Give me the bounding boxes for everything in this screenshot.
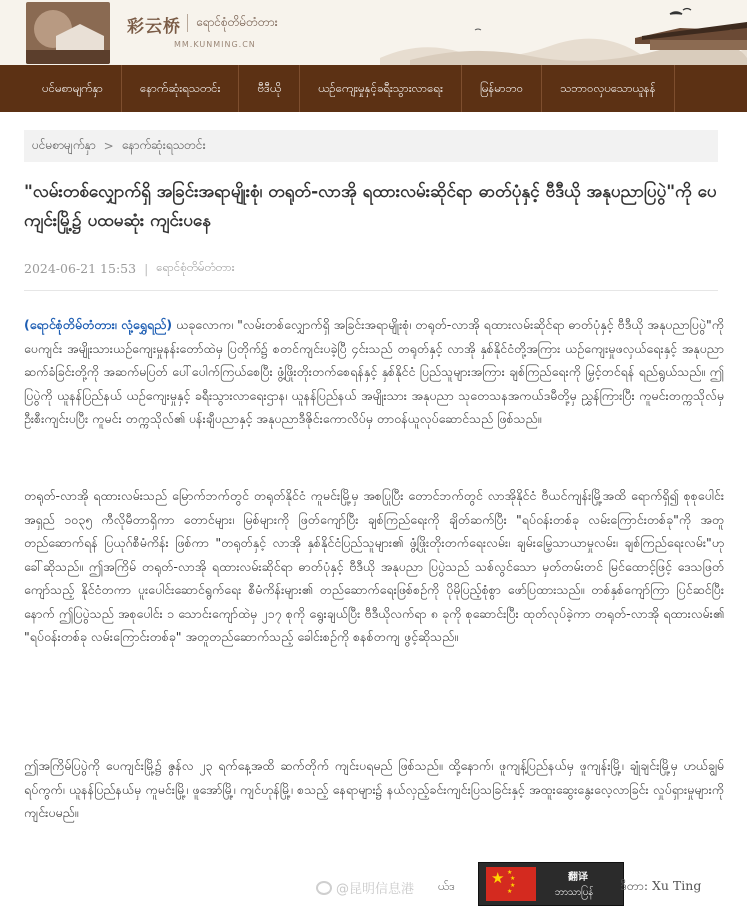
header-landscape-art: [380, 0, 747, 65]
article-paragraph-1: [24, 313, 724, 431]
nav-item-myanmar-life[interactable]: မြန်မာဘဝ: [462, 65, 542, 112]
article-editor: ဒီတာ: Xu Ting: [620, 878, 702, 893]
footer-obscured-text: ယ်ဒ: [438, 879, 456, 893]
site-header: [0, 0, 747, 65]
site-name: 彩云桥: [127, 17, 181, 37]
site-url: MM.KUNMING.CN: [174, 40, 256, 49]
breadcrumb-current-link[interactable]: နောက်ဆုံးရသတင်း: [121, 138, 206, 152]
article-paragraph-3: ဤအကြိမ်ပြပွဲကို ပေကျင်းမြို့၌ ဇွန်လ ၂၃ ရက်နေ့အထိ ဆက်တိုက် ကျင်းပရမည် ဖြစ်သည်။ ထို့နောက်၊ ဖူကျန့်ပြည်နယ်မှ ဖူကျန်းမြို့၊ ချုံချင်းမြို့မှ ဟယ်ချွမ်ရပ်ကွက်၊ ယူနန်ပြည်နယ်မှ ကူမင်းမြို့၊ ဖူအော်မြို့၊ ကျင်ဟုန်မြို့၊ စသည့် နေရာများ၌ နယ်လှည့်ခင်းကျင်းပြသခြင်းနှင့် အထူးဆွေးနွေးလေ့လာခြင်း လှုပ်ရှားမှုများကို ကျင်းပမည်။: [24, 758, 724, 820]
main-nav: [0, 65, 747, 112]
nav-item-home[interactable]: ပင်မစာမျက်နှာ: [0, 65, 122, 112]
translate-language: ဘာသာပြန်: [555, 887, 594, 898]
article-date: 2024-06-21 15:53: [24, 261, 137, 276]
site-logo[interactable]: [26, 2, 110, 64]
site-tagline: ရောင်စုံတိမ်တံတား: [196, 15, 278, 29]
paragraph-1-text: ယခုလောက၊ "လမ်းတစ်လျှောက်ရှိ အခြင်းအရာမျိုးစုံ၊ တရုတ်-လာအို ရထားလမ်းဆိုင်ရာ ဓာတ်ပုံနှင့် ဗီဒီယို အနုပညာပြပွဲ"ကို ပေကျင်း အမျိုးသားယဉ်ကျေးမှုနန်းတော်ထဲမှ ပြတိုက်၌ စတင်ကျင်းပခဲ့ပြီ ၄င်းသည် တရုတ်နှင့် လာအို နှစ်နိုင်ငံတို့အကြား ယဉ်ကျေးမှုဖလှယ်ရေးနှင့် အနုပညာ ဆက်ခံခြင်းတို့ကို အဆက်မပြတ် ပေါ်ပေါက်ကြယ်စေပြီး ဖွံ့ဖြိုးတိုးတက်စေရန်နှင့် နှစ်နိုင်ငံ ပြည်သူများအကြား ချစ်ကြည်ရေးကို မြှင့်တင်ရန် ရည်ရွယ်သည်။ ဤပြပွဲကို ယူနန်ပြည်နယ် ယဉ်ကျေးမှုနှင့် ခရီးသွားလာရေးဌာန၊ ယူနန်ပြည်နယ် အမျိုးသား အနုပညာ သုတေသနအကယ်ဒမီတို့မှ ညွှန်ကြားပြီး ကူမင်းတက္ကသိုလ်မှ ဦးစီးကျင်းပပြီး ကူမင်း တက္ကသိုလ်၏ ပန်းချီပညာနှင့် အနုပညာဒီဇိုင်းကောလိပ်မှ တာဝန်ယူလုပ်ဆောင်သည် ဖြစ်သည်။: [24, 317, 725, 426]
article-footer: [0, 862, 747, 906]
weibo-watermark: [316, 878, 414, 897]
breadcrumb-home-link[interactable]: ပင်မစာမျက်နှာ: [32, 138, 96, 152]
nav-item-video[interactable]: ဗီဒီယို: [239, 65, 300, 112]
translate-title: 翻译: [568, 872, 588, 883]
china-flag-icon: ★ ★ ★ ★ ★: [486, 867, 536, 901]
article-meta: [24, 260, 235, 277]
article-source: ရောင်စုံတိမ်တံတား: [156, 260, 235, 274]
nav-item-culture-travel[interactable]: ယဉ်ကျေးမှုနှင့်ခရီးသွားလာရေး: [300, 65, 462, 112]
weibo-icon: [316, 881, 332, 895]
watermark-text: @昆明信息港: [336, 882, 415, 897]
meta-divider: [24, 290, 718, 291]
article-paragraph-2: တရုတ်-လာအို ရထားလမ်းသည် မြောက်ဘက်တွင် တရုတ်နိုင်ငံ ကူမင်းမြို့မှ အစပြုပြီး တောင်ဘက်တွင် လာအိုနိုင်ငံ ဗီယင်ကျန်းမြို့အထိ ရောက်ရှိ၍ စုစုပေါင်း အရှည် ၁၀၃၅ ကီလိုမီတာရှိကာ တောင်များ၊ မြစ်များကို ဖြတ်ကျော်ပြီး ချစ်ကြည်ရေးကို ချိတ်ဆက်ပြီး "ရပ်ဝန်းတစ်ခု လမ်းကြောင်းတစ်ခု"ကို အတူတည်ဆောက်ရန် ပြယုဂ်စီမံကိန်း ဖြစ်ကာ "တရုတ်နှင့် လာအို နှစ်နိုင်ငံပြည်သူများ၏ ဖွံ့ဖြိုးတိုးတက်ရေးလမ်း၊ ချမ်းမြေ့သာယာမှုလမ်း၊ ချစ်ကြည်ရေးလမ်း"ဟု ခေါ်ဆိုသည်။ ဤအကြိမ် တရုတ်-လာအို ရထားလမ်းဆိုင်ရာ ဓာတ်ပုံနှင့် ဗီဒီယို အနုပညာ ပြပွဲသည် သစ်လွင်သော မှတ်တမ်းတင် မြင်ထောင့်ဖြင့် ဒေသဖြတ်ကျော်သည့် နိုင်ငံတကာ ပူးပေါင်းဆောင်ရွက်ရေး စီမံကိန်းများ၏ တည်ဆောက်ရေးဖြစ်စဉ်ကို ပိုမိုပြည့်စုံစွာ ဖော်ပြထားသည်။ တစ်နှစ်ကျော်ကြာ ပြင်ဆင်ပြီးနောက် ဤပြပွဲသည် အစုပေါင်း ၁ သောင်းကျော်ထဲမှ ၂၁၇ စုကို ရွေးချယ်ပြီး ဗီဒီယိုလက်ရာ ၈ ခုကို စုဆောင်းပြီး ထုတ်လုပ်ခဲ့ကာ တရုတ်-လာအို ရထားလမ်း၏ "ရပ်ဝန်းတစ်ခု လမ်းကြောင်းတစ်ခု" အတူတည်ဆောက်သည့် ခေါင်းစဉ်ကို စနစ်တကျ ဖွင့်ဆိုသည်။: [24, 488, 724, 644]
breadcrumb-separator: >: [103, 139, 114, 153]
logo-ground: [26, 50, 110, 64]
source-credit-link[interactable]: (ရောင်စုံတိမ်တံတား၊ လုံ့ရွှေရည်): [24, 317, 173, 332]
translate-widget[interactable]: [478, 862, 624, 906]
breadcrumb: [24, 130, 718, 162]
site-name-divider: [187, 14, 188, 32]
nav-item-latest-news[interactable]: နောက်ဆုံးရသတင်း: [122, 65, 239, 112]
nav-item-beautiful-yunnan[interactable]: သဘာဝလှပသောယူနန်: [542, 65, 674, 112]
meta-separator: |: [144, 261, 149, 276]
article-title: "လမ်းတစ်လျှောက်ရှိ အခြင်းအရာမျိုးစုံ၊ တရုတ်-လာအို ရထားလမ်းဆိုင်ရာ ဓာတ်ပုံနှင့် ဗီဒီယို အနုပညာပြပွဲ"ကို ပေကျင်းမြို့၌ ပထမဆုံး ကျင်းပနေ: [24, 182, 717, 231]
